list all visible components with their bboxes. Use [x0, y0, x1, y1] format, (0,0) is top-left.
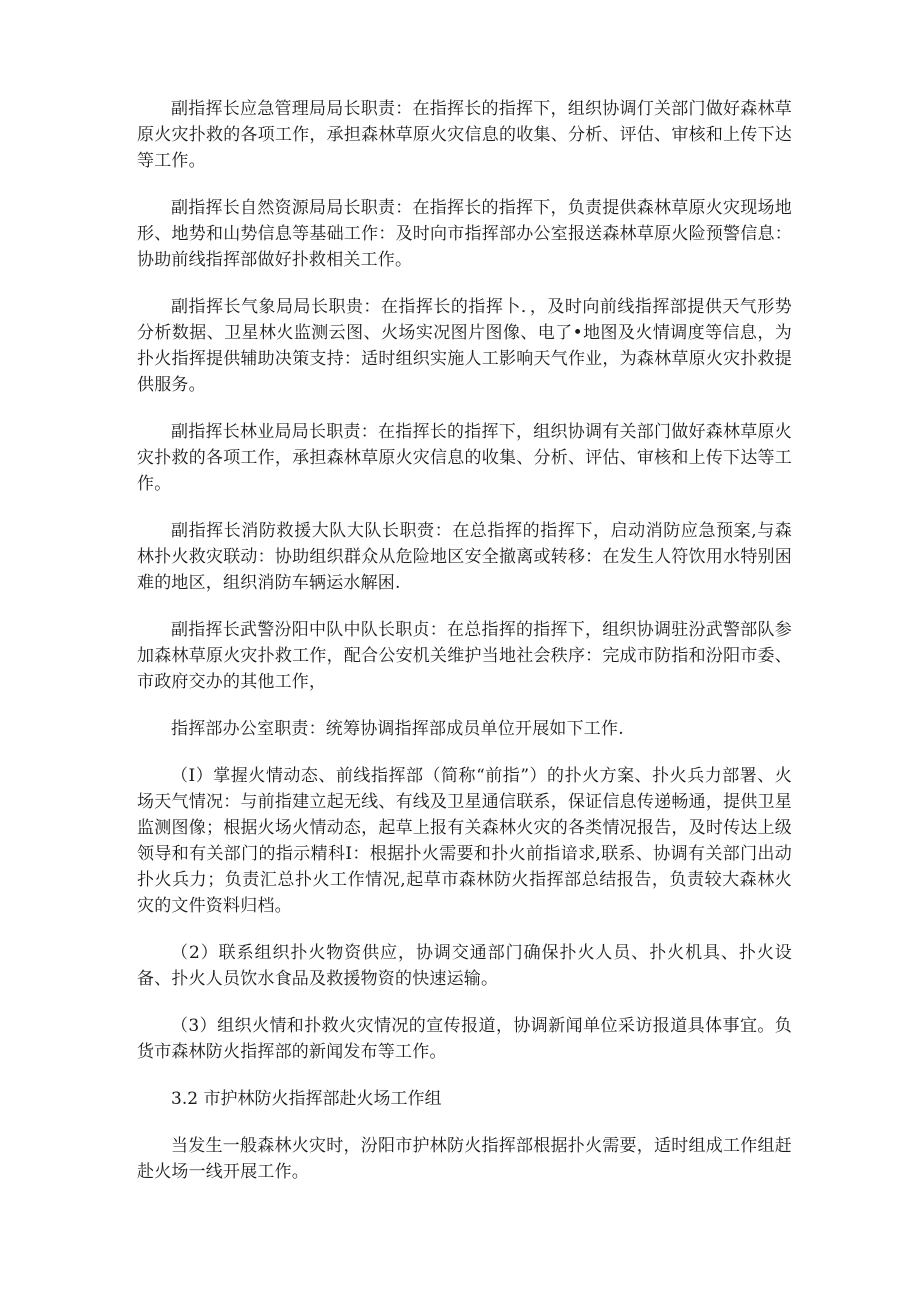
- paragraph-duty-item-2: （2）联系组织扑火物资供应，协调交通部门确保扑火人员、扑火机具、扑火设备、扑火人员饮水食品及救援物资的快速运输。: [137, 943, 792, 989]
- paragraph-duty-item-3: （3）组织火情和扑救火灾情况的宣传报道，协调新闻单位采访报道具体事宜。负货市森林防火指挥部的新闻发布等工作。: [137, 1016, 792, 1062]
- paragraph-deputy-fire-rescue: 副指挥长消防救援大队大队长职赍：在总指挥的指挥下，启动消防应急预案,与森林扑火救灾联动：协助组织群众从危险地区安全撤离或转移：在发生人符饮用水特别困难的地区，组织消防车辆运水解困.: [137, 521, 792, 593]
- section-heading-3-2: 3.2 市护林防火指挥部赴火场工作组: [171, 1089, 442, 1109]
- paragraph-working-group: 当发生一般森林火灾时，汾阳市护林防火指挥部根据扑火需要，适时组成工作组赶赴火场一线开展工作。: [137, 1136, 792, 1182]
- paragraph-deputy-meteorology: 副指挥长气象局局长职贵：在指挥长的指挥卜．，及时向前线指挥部提供天气形势分析数据、卫星林火监测云图、火场实况图片图像、电了•地图及火情调度等信息，为扑火指挥提供辅助决策支持：适时组织实施人工影响天气作业，为森林草原火灾扑救提供服务。: [137, 297, 792, 395]
- paragraph-duty-item-1: （I）掌握火情动态、前线指挥部（简称“前指”）的扑火方案、扑火兵力部署、火场天气情况：与前指建立起无线、有线及卫星通信联系，保证信息传递畅通，提供卫星监测图像；根据火场火情动态，起草上报有关森林火灾的各类情况报告，及时传达上级领导和有关部门的指示精科I：根据扑火需要和扑火前指谙求,联系、协调有关部门出动扑火兵力；负责汇总扑火工作情况,起草市森林防火指挥部总结报告，负责较大森林火灾的文件资料归档。: [137, 766, 792, 916]
- paragraph-office-duties: 指挥部办公室职责：统筹协调指挥部成员单位开展如下工作.: [171, 719, 624, 739]
- paragraph-deputy-emergency-management: 副指挥长应急管理局局长职责：在指挥长的指挥下，组织协调仃关部门做好森林草原火灾扑救的各项工作，承担森林草原火灾信息的收集、分析、评估、审核和上传下达等工作。: [137, 99, 792, 171]
- paragraph-deputy-forestry: 副指挥长林业局局长职责：在指挥长的指挥下，组织协调有关部门做好森林草原火灾扑救的各项工作，承担森林草原火灾信息的收集、分析、评估、审核和上传下达等工作。: [137, 422, 792, 494]
- paragraph-deputy-armed-police: 副指挥长武警汾阳中队中队长职贞：在总指挥的指挥下，组织协调驻汾武警部队参加森林草原火灾扑救工作，配合公安机关维护当地社会秩序：完成市防指和汾阳市委、市政府交办的其他工作，: [137, 620, 792, 692]
- document-page: [137, 96, 792, 1185]
- paragraph-deputy-natural-resources: 副指挥长自然资源局局长职责：在指挥长的指挥下，负责提供森林草原火灾现场地形、地势和山势信息等基础工作：及时向市指挥部办公室报送森林草原火险预警信息：协助前线指挥部做好扑救相关工作。: [137, 198, 792, 270]
